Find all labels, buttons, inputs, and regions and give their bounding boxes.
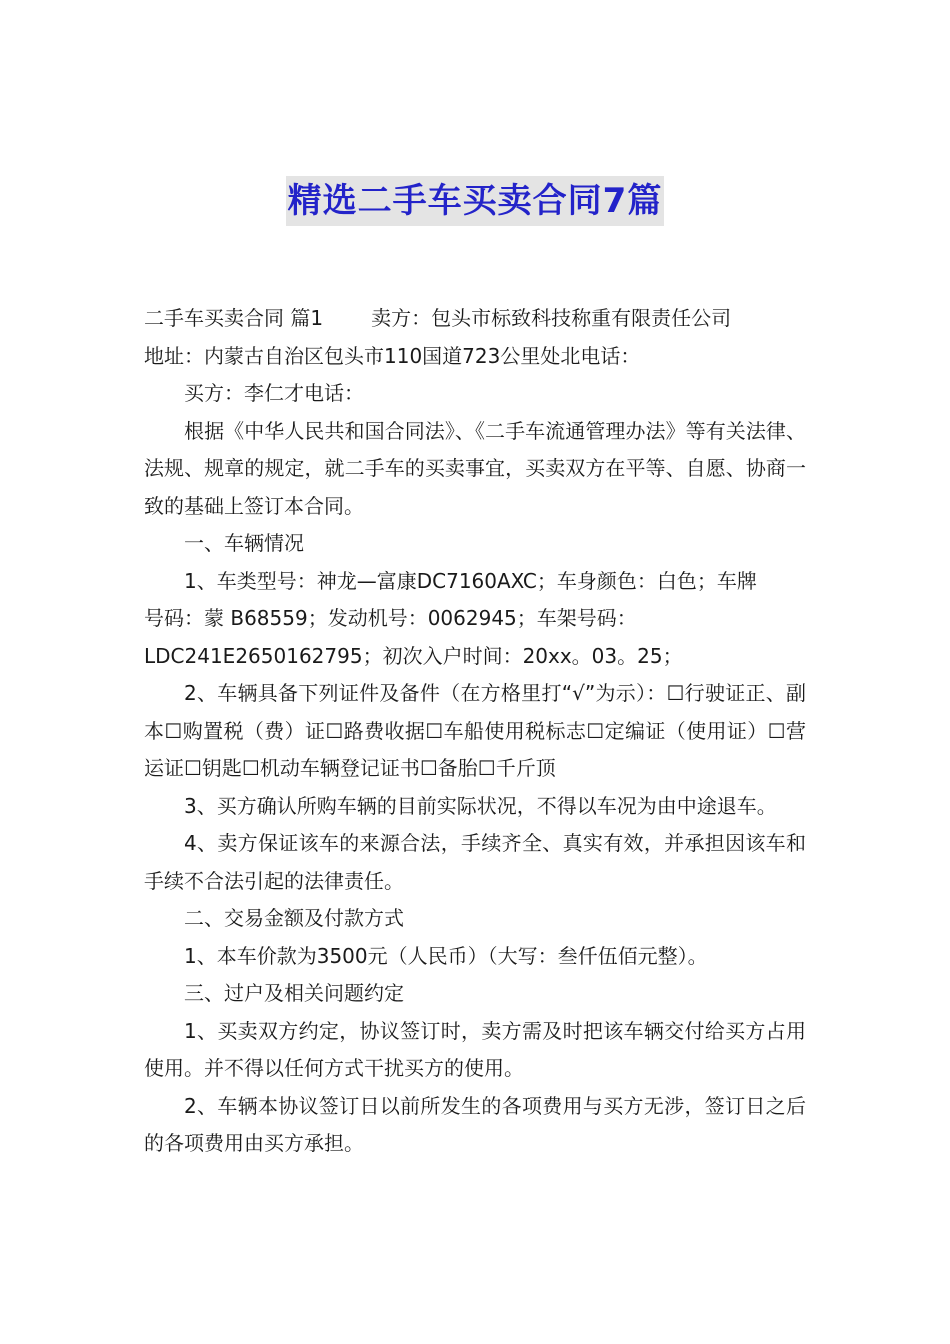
vehicle-item-4: 4、卖方保证该车的来源合法，手续齐全、真实有效，并承担因该车和手续不合法引起的法律责任。 (144, 831, 806, 893)
transfer-item-1: 1、买卖双方约定，协议签订时，卖方需及时把该车辆交付给买方占用使用。并不得以任何方式干扰买方的使用。 (144, 1018, 806, 1080)
vehicle-item-1-line-2: 号码：蒙 B68559；发动机号：0062945；车架号码： (144, 606, 637, 630)
contract-heading: 二手车买卖合同 篇1 (144, 306, 324, 330)
section-heading-transfer: 三、过户及相关问题约定 (184, 981, 404, 1005)
address-line: 地址：内蒙古自治区包头市110国道723公里处北电话： (144, 343, 641, 368)
document-title (0, 176, 950, 226)
transfer-item-2: 2、车辆本协议签订日以前所发生的各项费用与买方无涉，签订日之后的各项费用由买方承担。 (144, 1093, 806, 1155)
vehicle-item-1-line-3: LDC241E2650162795；初次入户时间：20xx。03。25； (144, 643, 683, 668)
payment-item-1: 1、本车价款为3500元（人民币）（大写：叁仟伍佰元整）。 (184, 943, 708, 968)
vehicle-item-1-line-1: 1、车类型号：神龙—富康DC7160AXC；车身颜色：白色；车牌 (184, 568, 757, 593)
document-title-text: 精选二手车买卖合同7篇 (286, 176, 665, 226)
document-body (144, 300, 806, 1163)
seller-line: 卖方：包头市标致科技称重有限责任公司 (371, 306, 732, 330)
preamble-paragraph: 根据《中华人民共和国合同法》、《二手车流通管理办法》等有关法律、法规、规章的规定，就二手车的买卖事宜，买卖双方在平等、自愿、协商一致的基础上签订本合同。 (144, 418, 806, 518)
buyer-line: 买方：李仁才电话： (184, 381, 364, 405)
contract-heading-line (144, 300, 806, 338)
section-heading-vehicle: 一、车辆情况 (184, 531, 304, 555)
vehicle-item-3: 3、买方确认所购车辆的目前实际状况，不得以车况为由中途退车。 (184, 793, 777, 818)
vehicle-item-2: 2、车辆具备下列证件及备件（在方格里打“√”为示）：☐行驶证正、副本☐购置税（费）证☐路费收据☐车船使用税标志☐定编证（使用证）☐营运证☐钥匙☐机动车辆登记证书☐备胎☐千斤顶 (144, 681, 806, 780)
section-heading-payment: 二、交易金额及付款方式 (184, 906, 404, 930)
